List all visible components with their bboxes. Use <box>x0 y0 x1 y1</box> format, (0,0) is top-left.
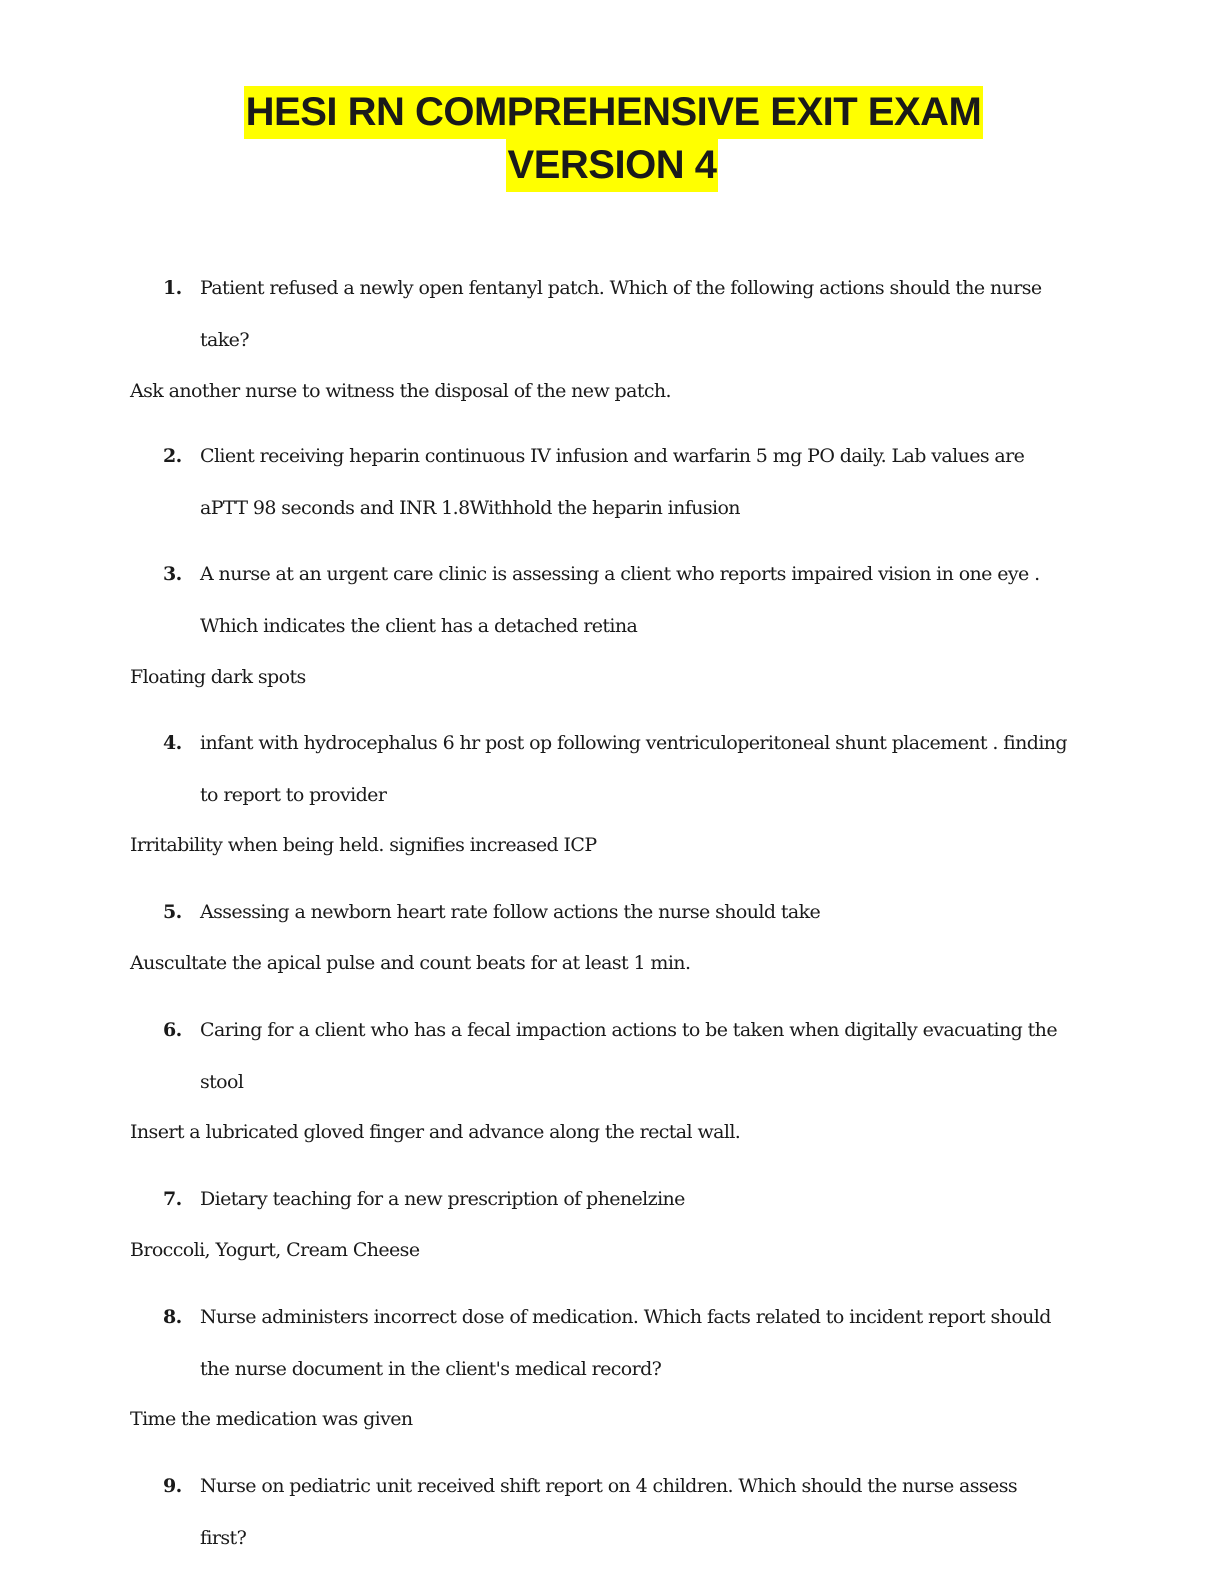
answer-6: Insert a lubricated gloved finger and advance along the rectal wall. <box>130 1121 741 1143</box>
answer-1: Ask another nurse to witness the disposal of the new patch. <box>130 380 672 402</box>
question-number: 1. <box>163 277 182 299</box>
question-number: 9. <box>163 1475 182 1497</box>
question-text: Nurse on pediatric unit received shift report on 4 children. Which should the nurse assess first? <box>200 1475 1017 1549</box>
document-title <box>0 86 1224 192</box>
question-text: Patient refused a newly open fentanyl patch. Which of the following actions should the nurse take? <box>200 277 1042 351</box>
question-text: A nurse at an urgent care clinic is assessing a client who reports impaired vision in one eye . Which indicates the client has a detached retina <box>200 563 1040 637</box>
question-text: Client receiving heparin continuous IV infusion and warfarin 5 mg PO daily. Lab values are aPTT 98 seconds and INR 1.8Withhold the heparin infusion <box>200 445 1025 519</box>
question-text: Dietary teaching for a new prescription of phenelzine <box>200 1188 685 1210</box>
question-number: 2. <box>163 445 182 467</box>
title-line-1: HESI RN COMPREHENSIVE EXIT EXAM <box>244 86 984 139</box>
question-number: 4. <box>163 732 182 754</box>
question-text: Caring for a client who has a fecal impaction actions to be taken when digitally evacuating the stool <box>200 1019 1057 1093</box>
question-number: 8. <box>163 1306 182 1328</box>
answer-7: Broccoli, Yogurt, Cream Cheese <box>130 1239 420 1261</box>
question-number: 5. <box>163 901 182 923</box>
question-number: 7. <box>163 1188 182 1210</box>
question-text: Nurse administers incorrect dose of medication. Which facts related to incident report should the nurse document in the client's medical record? <box>200 1306 1051 1380</box>
question-number: 6. <box>163 1019 182 1041</box>
question-number: 3. <box>163 563 182 585</box>
title-line-2: VERSION 4 <box>506 139 719 192</box>
question-text: infant with hydrocephalus 6 hr post op following ventriculoperitoneal shunt placement . finding to report to provider <box>200 732 1067 806</box>
answer-4: Irritability when being held. signifies increased ICP <box>130 834 597 856</box>
answer-3: Floating dark spots <box>130 666 306 688</box>
answer-5: Auscultate the apical pulse and count beats for at least 1 min. <box>130 952 691 974</box>
answer-8: Time the medication was given <box>130 1408 413 1430</box>
question-text: Assessing a newborn heart rate follow actions the nurse should take <box>200 901 821 923</box>
